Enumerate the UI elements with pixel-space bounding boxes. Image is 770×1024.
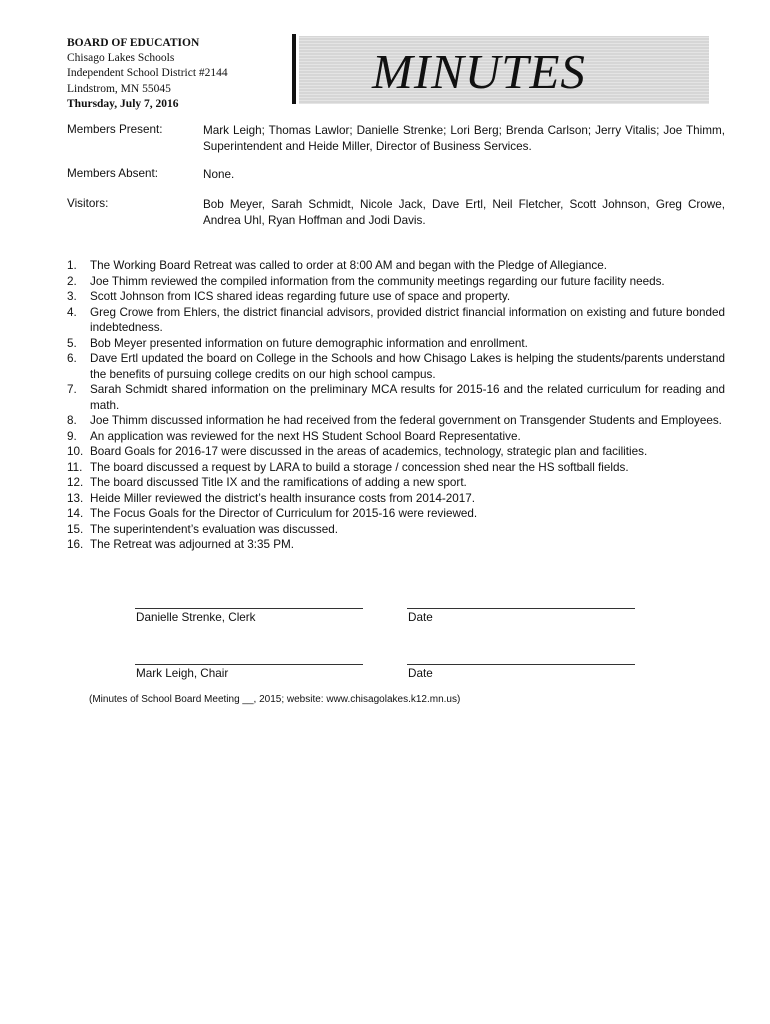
org-name: BOARD OF EDUCATION: [67, 37, 200, 49]
clerk-signature-line: [135, 608, 363, 609]
letterhead: [67, 36, 307, 112]
school-name: Chisago Lakes Schools: [67, 52, 175, 65]
members-present-value: Mark Leigh; Thomas Lawlor; Danielle Strenke; Lori Berg; Brenda Carlson; Jerry Vitalis; Joe Thimm, Superintendent and Heide Miller, Director of Business Services.: [203, 124, 725, 153]
clerk-date-line: [407, 608, 635, 609]
meeting-date: Thursday, July 7, 2016: [67, 97, 179, 110]
list-item: 10. Board Goals for 2016-17 were discussed in the areas of academics, technology, strategic plan and facilities.: [67, 445, 648, 458]
document-title: MINUTES: [372, 44, 586, 99]
clerk-signature-label: Danielle Strenke, Clerk: [136, 611, 256, 624]
members-absent-value: None.: [203, 168, 235, 181]
list-item: 14. The Focus Goals for the Director of Curriculum for 2015-16 were reviewed.: [67, 507, 478, 520]
visitors-value: Bob Meyer, Sarah Schmidt, Nicole Jack, Dave Ertl, Neil Fletcher, Scott Johnson, Greg Crowe, Andrea Uhl, Ryan Hoffman and Jodi Davis.: [203, 198, 725, 227]
visitors-label: Visitors:: [67, 197, 109, 210]
city-line: Lindstrom, MN 55045: [67, 82, 171, 95]
header-divider: [292, 34, 296, 104]
list-item: 7. Sarah Schmidt shared information on the preliminary MCA results for 2015-16 and the related curriculum for reading and math.: [67, 383, 725, 412]
chair-signature-label: Mark Leigh, Chair: [136, 667, 229, 680]
chair-date-label: Date: [408, 667, 433, 680]
list-item: 8. Joe Thimm discussed information he had received from the federal government on Transgender Students and Employees.: [67, 414, 722, 427]
list-item: 9. An application was reviewed for the next HS Student School Board Representative.: [67, 429, 521, 443]
chair-date-line: [407, 664, 635, 665]
list-item: 3. Scott Johnson from ICS shared ideas regarding future use of space and property.: [67, 290, 511, 303]
list-item: 12. The board discussed Title IX and the ramifications of adding a new sport.: [67, 476, 467, 489]
list-item: 16. The Retreat was adjourned at 3:35 PM.: [67, 538, 294, 551]
members-present-label: Members Present:: [67, 123, 163, 136]
footer-note: (Minutes of School Board Meeting __, 2015; website: www.chisagolakes.k12.mn.us): [89, 694, 461, 705]
clerk-date-label: Date: [408, 611, 433, 624]
list-item: 5. Bob Meyer presented information on future demographic information and enrollment.: [67, 336, 528, 350]
list-item: 15. The superintendent’s evaluation was discussed.: [67, 522, 338, 536]
chair-signature-line: [135, 664, 363, 665]
list-item: 2. Joe Thimm reviewed the compiled information from the community meetings regarding our future facility needs.: [67, 274, 665, 288]
district-name: Independent School District #2144: [67, 67, 228, 80]
list-item: 1. The Working Board Retreat was called to order at 8:00 AM and began with the Pledge of Allegiance.: [67, 259, 607, 272]
agenda-items-list: [67, 258, 725, 553]
members-absent-label: Members Absent:: [67, 167, 158, 180]
list-item: 11. The board discussed a request by LARA to build a storage / concession shed near the HS softball fields.: [67, 460, 629, 474]
list-item: 4. Greg Crowe from Ehlers, the district financial advisors, provided district financial information on existing and future bonded indebtedness.: [67, 305, 725, 334]
list-item: 13. Heide Miller reviewed the district’s health insurance costs from 2014-2017.: [67, 491, 476, 505]
list-item: 6. Dave Ertl updated the board on College in the Schools and how Chisago Lakes is helping the students/parents understand the benefits of pursuing college credits on our high school campus.: [67, 352, 725, 381]
